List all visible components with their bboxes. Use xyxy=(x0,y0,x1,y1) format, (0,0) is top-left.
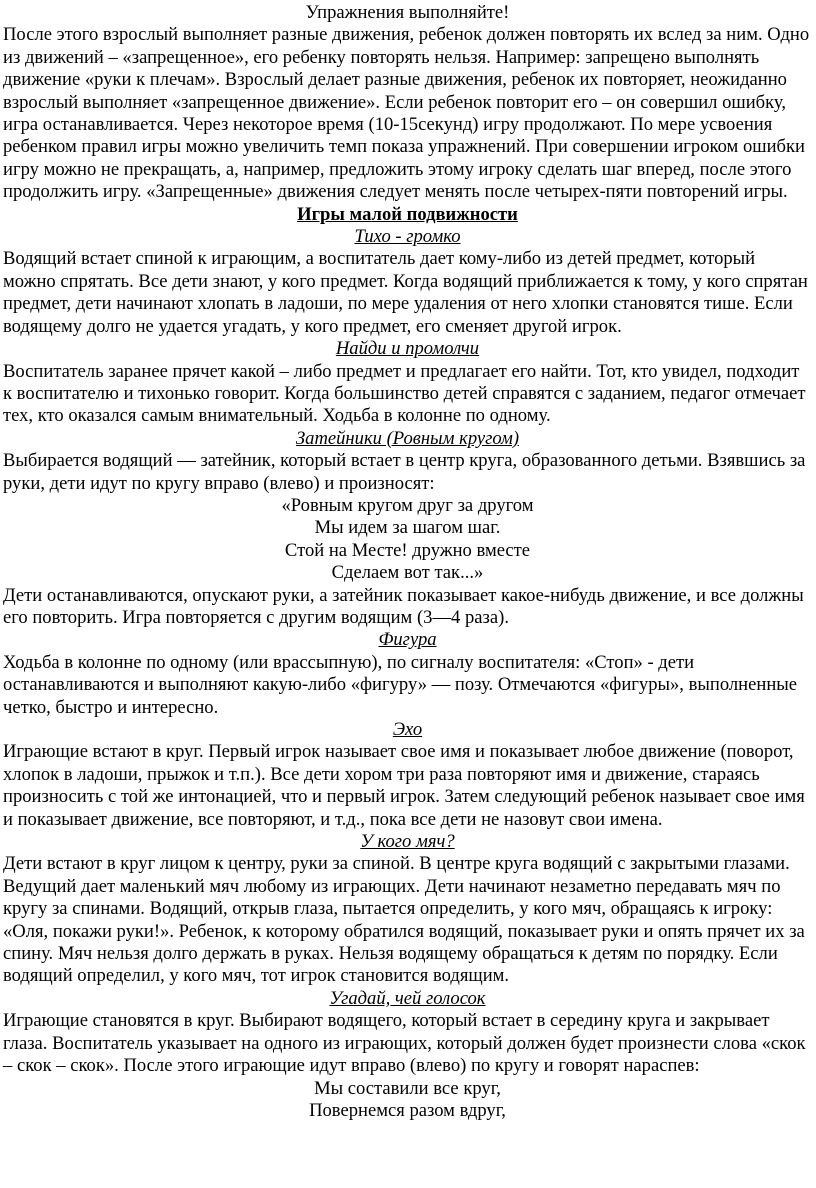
game-text-zateyniki: Выбирается водящий — затейник, который встает в центр круга, образованного детьми. Взявшись за руки, дети идут по кругу вправо (влево) и произносят: xyxy=(3,450,806,494)
intro-paragraph: После этого взрослый выполняет разные движения, ребенок должен повторять их вслед за ним. Одно из движений – «запрещенное», его ребенку повторять нельзя. Например: запрещено выполнять движение «руки к плечам». Взрослый делает разные движения, ребенок их повторяет, неожиданно взрослый выполняет «запрещенное движение». Если ребенок повторит его – он совершил ошибку, игра останавливается. Через некоторое время (10-15секунд) игру продолжают. По мере усвоения ребенком правил игры можно увеличить темп показа упражнений. При совершении игроком ошибки игру можно не прекращать, а, например, предложить этому игроку сделать шаг вперед, после этого продолжить игру. «Запрещенные» движения следует менять после четырех-пяти повторений игры. xyxy=(3,24,810,203)
verse-line: Мы идем за шагом шаг. xyxy=(314,517,501,539)
game-title-ugaday-chey-golosok: Угадай, чей голосок xyxy=(329,987,486,1009)
game-title-zateyniki: Затейники (Ровным кругом) xyxy=(295,427,520,449)
game-title-tikho-gromko: Тихо - громко xyxy=(354,226,461,248)
game-text-figura: Ходьба в колонне по одному (или врассыпную), по сигналу воспитателя: «Стоп» - дети останавливаются и выполняют какую-либо «фигуру» — позу. Отмечаются «фигуры», выполненные четко, быстро и интересно. xyxy=(3,651,798,718)
intro-title: Упражнения выполняйте! xyxy=(305,2,510,23)
game-text-ekho: Играющие встают в круг. Первый игрок называет свое имя и показывает любое движение (поворот, хлопок в ладоши, прыжок и т.п.). Все дети хором три раза повторяют имя и движение, стараясь произносить с той же интонацией, что и первый игрок. Затем следующий ребенок называет свое имя и показывает движение, все повторяют, и т.д., пока все дети не назовут свои имена. xyxy=(3,741,805,830)
verse-line: Сделаем вот так...» xyxy=(331,562,484,584)
game-title-u-kogo-myach: У кого мяч? xyxy=(360,831,455,853)
game-title-ekho: Эхо xyxy=(392,719,423,740)
verse-line: Стой на Месте! дружно вместе xyxy=(284,539,531,561)
game-text-naydi-i-promolchi: Воспитатель заранее прячет какой – либо предмет и предлагает его найти. Тот, кто увидел, подходит к воспитателю и тихонько говорит. Когда большинство детей справятся с заданием, педагог отмечает тех, кто оказался самым внимательный. Ходьба в колонне по одному. xyxy=(3,360,806,427)
game-text-zateyniki-after: Дети останавливаются, опускают руки, а затейник показывает какое-нибудь движение, и все должны его повторить. Игра повторяется с другим водящим (3—4 раза). xyxy=(3,584,804,628)
game-text-ugaday-chey-golosok: Играющие становятся в круг. Выбирают водящего, который встает в середину круга и закрывает глаза. Воспитатель указывает на одного из играющих, который должен будет произнести слова «скок – скок – скок». После этого играющие идут вправо (влево) по кругу и говорят нараспев: xyxy=(3,1010,806,1077)
game-title-naydi-i-promolchi: Найди и промолчи xyxy=(335,338,480,360)
game-text-u-kogo-myach: Дети встают в круг лицом к центру, руки за спиной. В центре круга водящий с закрытыми глазами. Ведущий дает маленький мяч любому из играющих. Дети начинают незаметно передавать мяч по кругу за спинами. Водящий, открыв глаза, пытается определить, у кого мяч, обращаясь к игроку: «Оля, покажи руки!». Ребенок, к которому обратился водящий, показывает руки и опять прячет их за спину. Мяч нельзя долго держать в руках. Нельзя водящему обращаться к детям по порядку. Если водящий определил, у кого мяч, тот игрок становится водящим. xyxy=(3,853,805,987)
game-text-tikho-gromko: Водящий встает спиной к играющим, а воспитатель дает кому-либо из детей предмет, который можно спрятать. Все дети знают, у кого предмет. Когда водящий приближается к тому, у кого спрятан предмет, дети начинают хлопать в ладоши, по мере удаления от него хлопки становятся тише. Если водящему долго не удается угадать, у кого предмет, его сменяет другой игрок. xyxy=(3,248,808,337)
verse-line: «Ровным кругом друг за другом xyxy=(281,494,534,516)
verse-line: Повернемся разом вдруг, xyxy=(309,1099,506,1121)
game-title-figura: Фигура xyxy=(378,629,437,651)
section-heading: Игры малой подвижности xyxy=(297,203,518,225)
verse-line: Мы составили все круг, xyxy=(314,1077,501,1099)
